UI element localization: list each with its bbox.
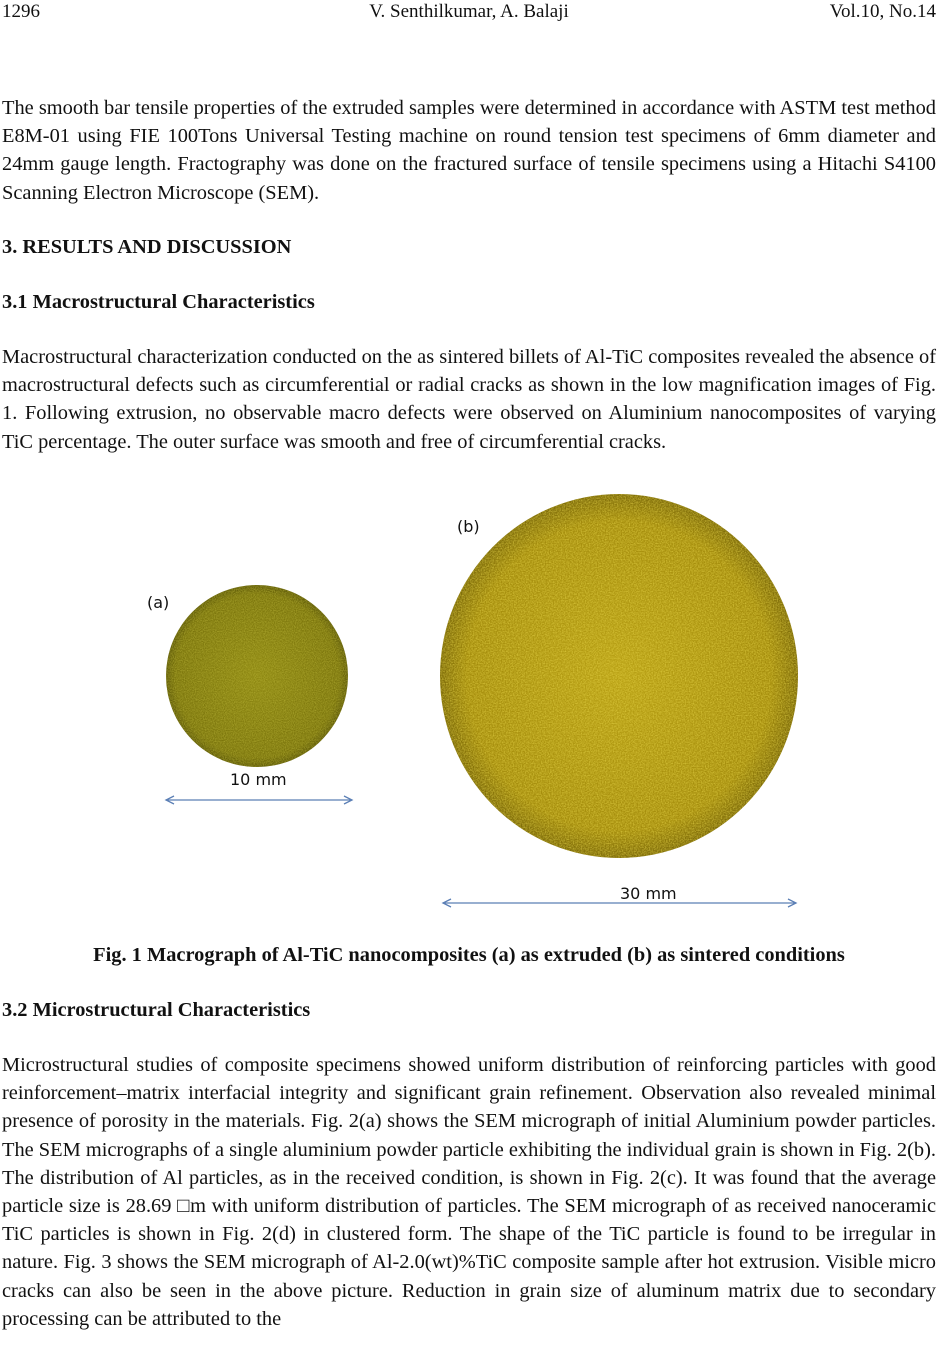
figure-label-b: (b): [457, 517, 480, 536]
figure-1-macrograph: [0, 486, 938, 916]
sample-a-extruded: [166, 585, 348, 767]
page-number: 1296: [2, 1, 40, 22]
section-3-1-heading: 3.1 Macrostructural Characteristics: [2, 291, 315, 313]
journal-volume: Vol.10, No.14: [829, 1, 936, 22]
running-authors: V. Senthilkumar, A. Balaji: [369, 1, 569, 22]
section-3-1-paragraph: Macrostructural characterization conducted on the as sintered billets of Al-TiC composites revealed the absence of macrostructural defects such as circumferential or radial cracks as shown in the low magnification images of Fig. 1. Following extrusion, no observable macro defects were observed on Aluminium nanocomposites of varying TiC percentage. The outer surface was smooth and free of circumferential cracks.: [2, 346, 936, 453]
section-3-2-paragraph: Microstructural studies of composite specimens showed uniform distribution of reinforcing particles with good reinforcement–matrix interfacial integrity and significant grain refinement. Observation also revealed minimal presence of porosity in the materials. Fig. 2(a) shows the SEM micrograph of initial Aluminium powder particles. The SEM micrographs of a single aluminium powder particle exhibiting the individual grain is shown in Fig. 2(b). The distribution of Al particles, as in the received condition, is shown in Fig. 2(c). It was found that the average particle size is 28.69 □m with uniform distribution of particles. The SEM micrograph of as received nanoceramic TiC particles is shown in Fig. 2(d) in clustered form. The shape of the TiC particle is found to be irregular in nature. Fig. 3 shows the SEM micrograph of Al-2.0(wt)%TiC composite sample after hot extrusion. Visible micro cracks can also be seen in the above picture. Reduction in grain size of aluminum matrix due to secondary processing can be attributed to the: [2, 1054, 936, 1330]
section-3-2-heading: 3.2 Microstructural Characteristics: [2, 999, 311, 1021]
figure-label-a: (a): [147, 593, 170, 612]
dimension-arrow-a: [166, 796, 352, 804]
figure-1-svg: [0, 486, 938, 916]
sample-b-sintered: [440, 494, 798, 858]
intro-paragraph: The smooth bar tensile properties of the extruded samples were determined in accordance with ASTM test method E8M-01 using FIE 100Tons Universal Testing machine on round tension test specimens of 6mm diameter and 24mm gauge length. Fractography was done on the fractured surface of tensile specimens using a Hitachi S4100 Scanning Electron Microscope (SEM).: [2, 97, 936, 204]
running-header: [0, 0, 938, 24]
dimension-label-b: 30 mm: [620, 884, 677, 903]
section-3-heading: 3. RESULTS AND DISCUSSION: [2, 236, 292, 258]
figure-1-caption: Fig. 1 Macrograph of Al-TiC nanocomposites (a) as extruded (b) as sintered conditions: [93, 944, 845, 966]
dimension-label-a: 10 mm: [230, 770, 287, 789]
